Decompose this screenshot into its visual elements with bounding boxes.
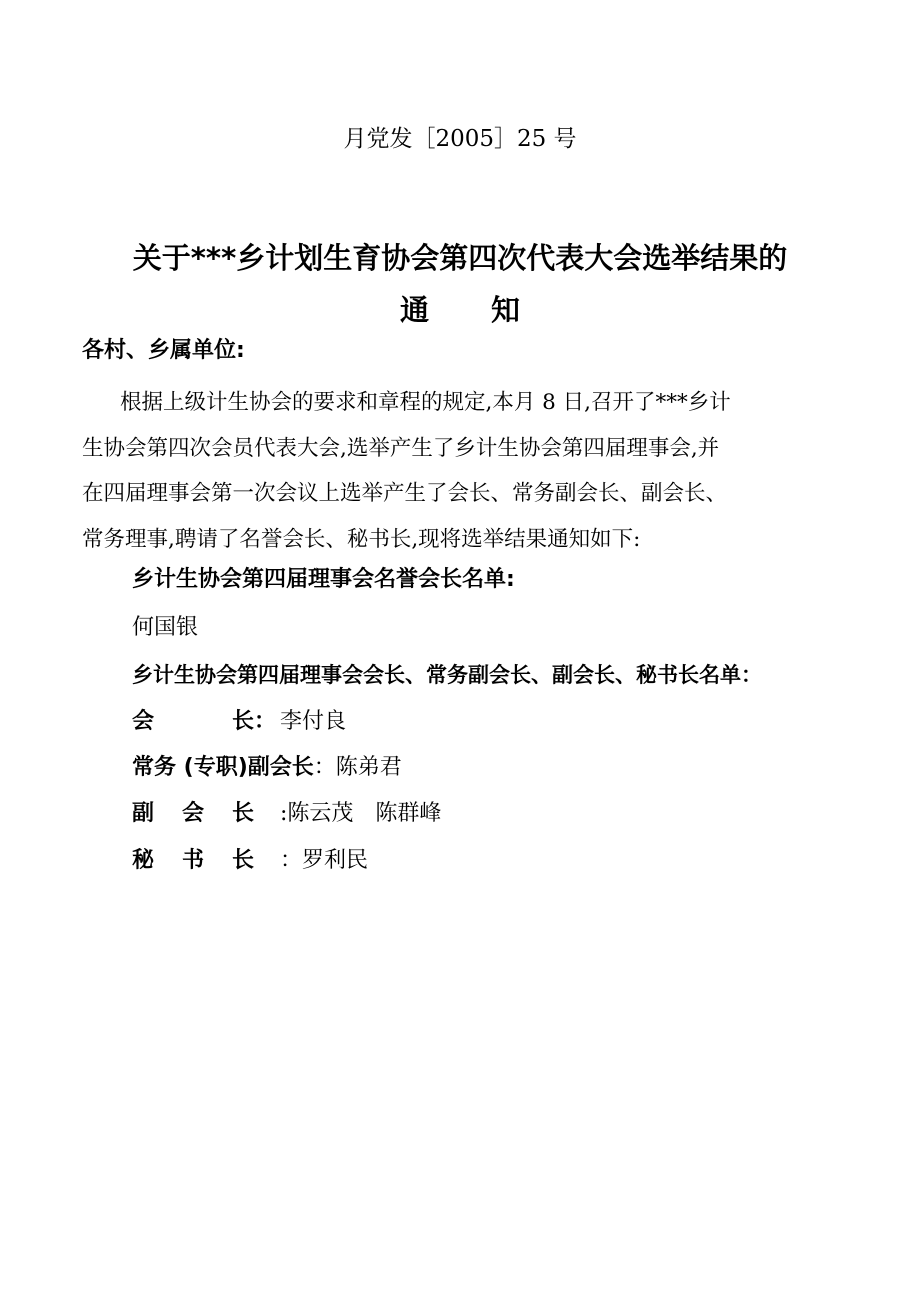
honorary-heading: 乡计生协会第四届理事会名誉会长名单: — [132, 567, 515, 592]
secretary-label: 秘 书 长 — [132, 848, 255, 873]
vice-colon: : — [280, 801, 288, 826]
vice-row — [132, 797, 852, 831]
title-line-1: 关于***乡计划生育协会第四次代表大会选举结果的 — [132, 241, 788, 275]
exec-vice-row — [132, 751, 852, 785]
vice-label: 副 会 长 — [132, 801, 255, 826]
exec-vice-label: 常务 (专职)副会长 — [132, 755, 314, 780]
president-row — [132, 705, 852, 739]
honorary-name: 何国银 — [132, 615, 199, 640]
secretary-row — [132, 844, 852, 878]
secretary-colon: ： — [280, 848, 303, 873]
president-name: 李付良 — [280, 709, 347, 734]
body-line: 生协会第四次会员代表大会,选举产生了乡计生协会第四届理事会,并 — [82, 435, 720, 461]
exec-vice-colon: ： — [313, 755, 336, 780]
salutation: 各村、乡属单位: — [82, 338, 245, 363]
president-label: 会 长： — [132, 709, 277, 734]
vice-names: 陈云茂 陈群峰 — [287, 801, 442, 826]
exec-vice-name: 陈弟君 — [335, 755, 402, 780]
body-line: 在四届理事会第一次会议上选举产生了会长、常务副会长、副会长、 — [82, 481, 728, 506]
notice-title — [60, 232, 860, 336]
document-number: 月党发［2005］25 号 — [343, 126, 577, 152]
body-line: 根据上级计生协会的要求和章程的规定,本月 8 日,召开了***乡计 — [120, 390, 731, 415]
body-line: 常务理事,聘请了名誉会长、秘书长,现将选举结果通知如下: — [82, 526, 641, 552]
officers-heading: 乡计生协会第四届理事会会长、常务副会长、副会长、秘书长名单： — [132, 663, 762, 687]
secretary-name: 罗利民 — [302, 848, 369, 873]
title-line-2: 通知 — [399, 293, 582, 327]
body-paragraph — [82, 380, 822, 562]
